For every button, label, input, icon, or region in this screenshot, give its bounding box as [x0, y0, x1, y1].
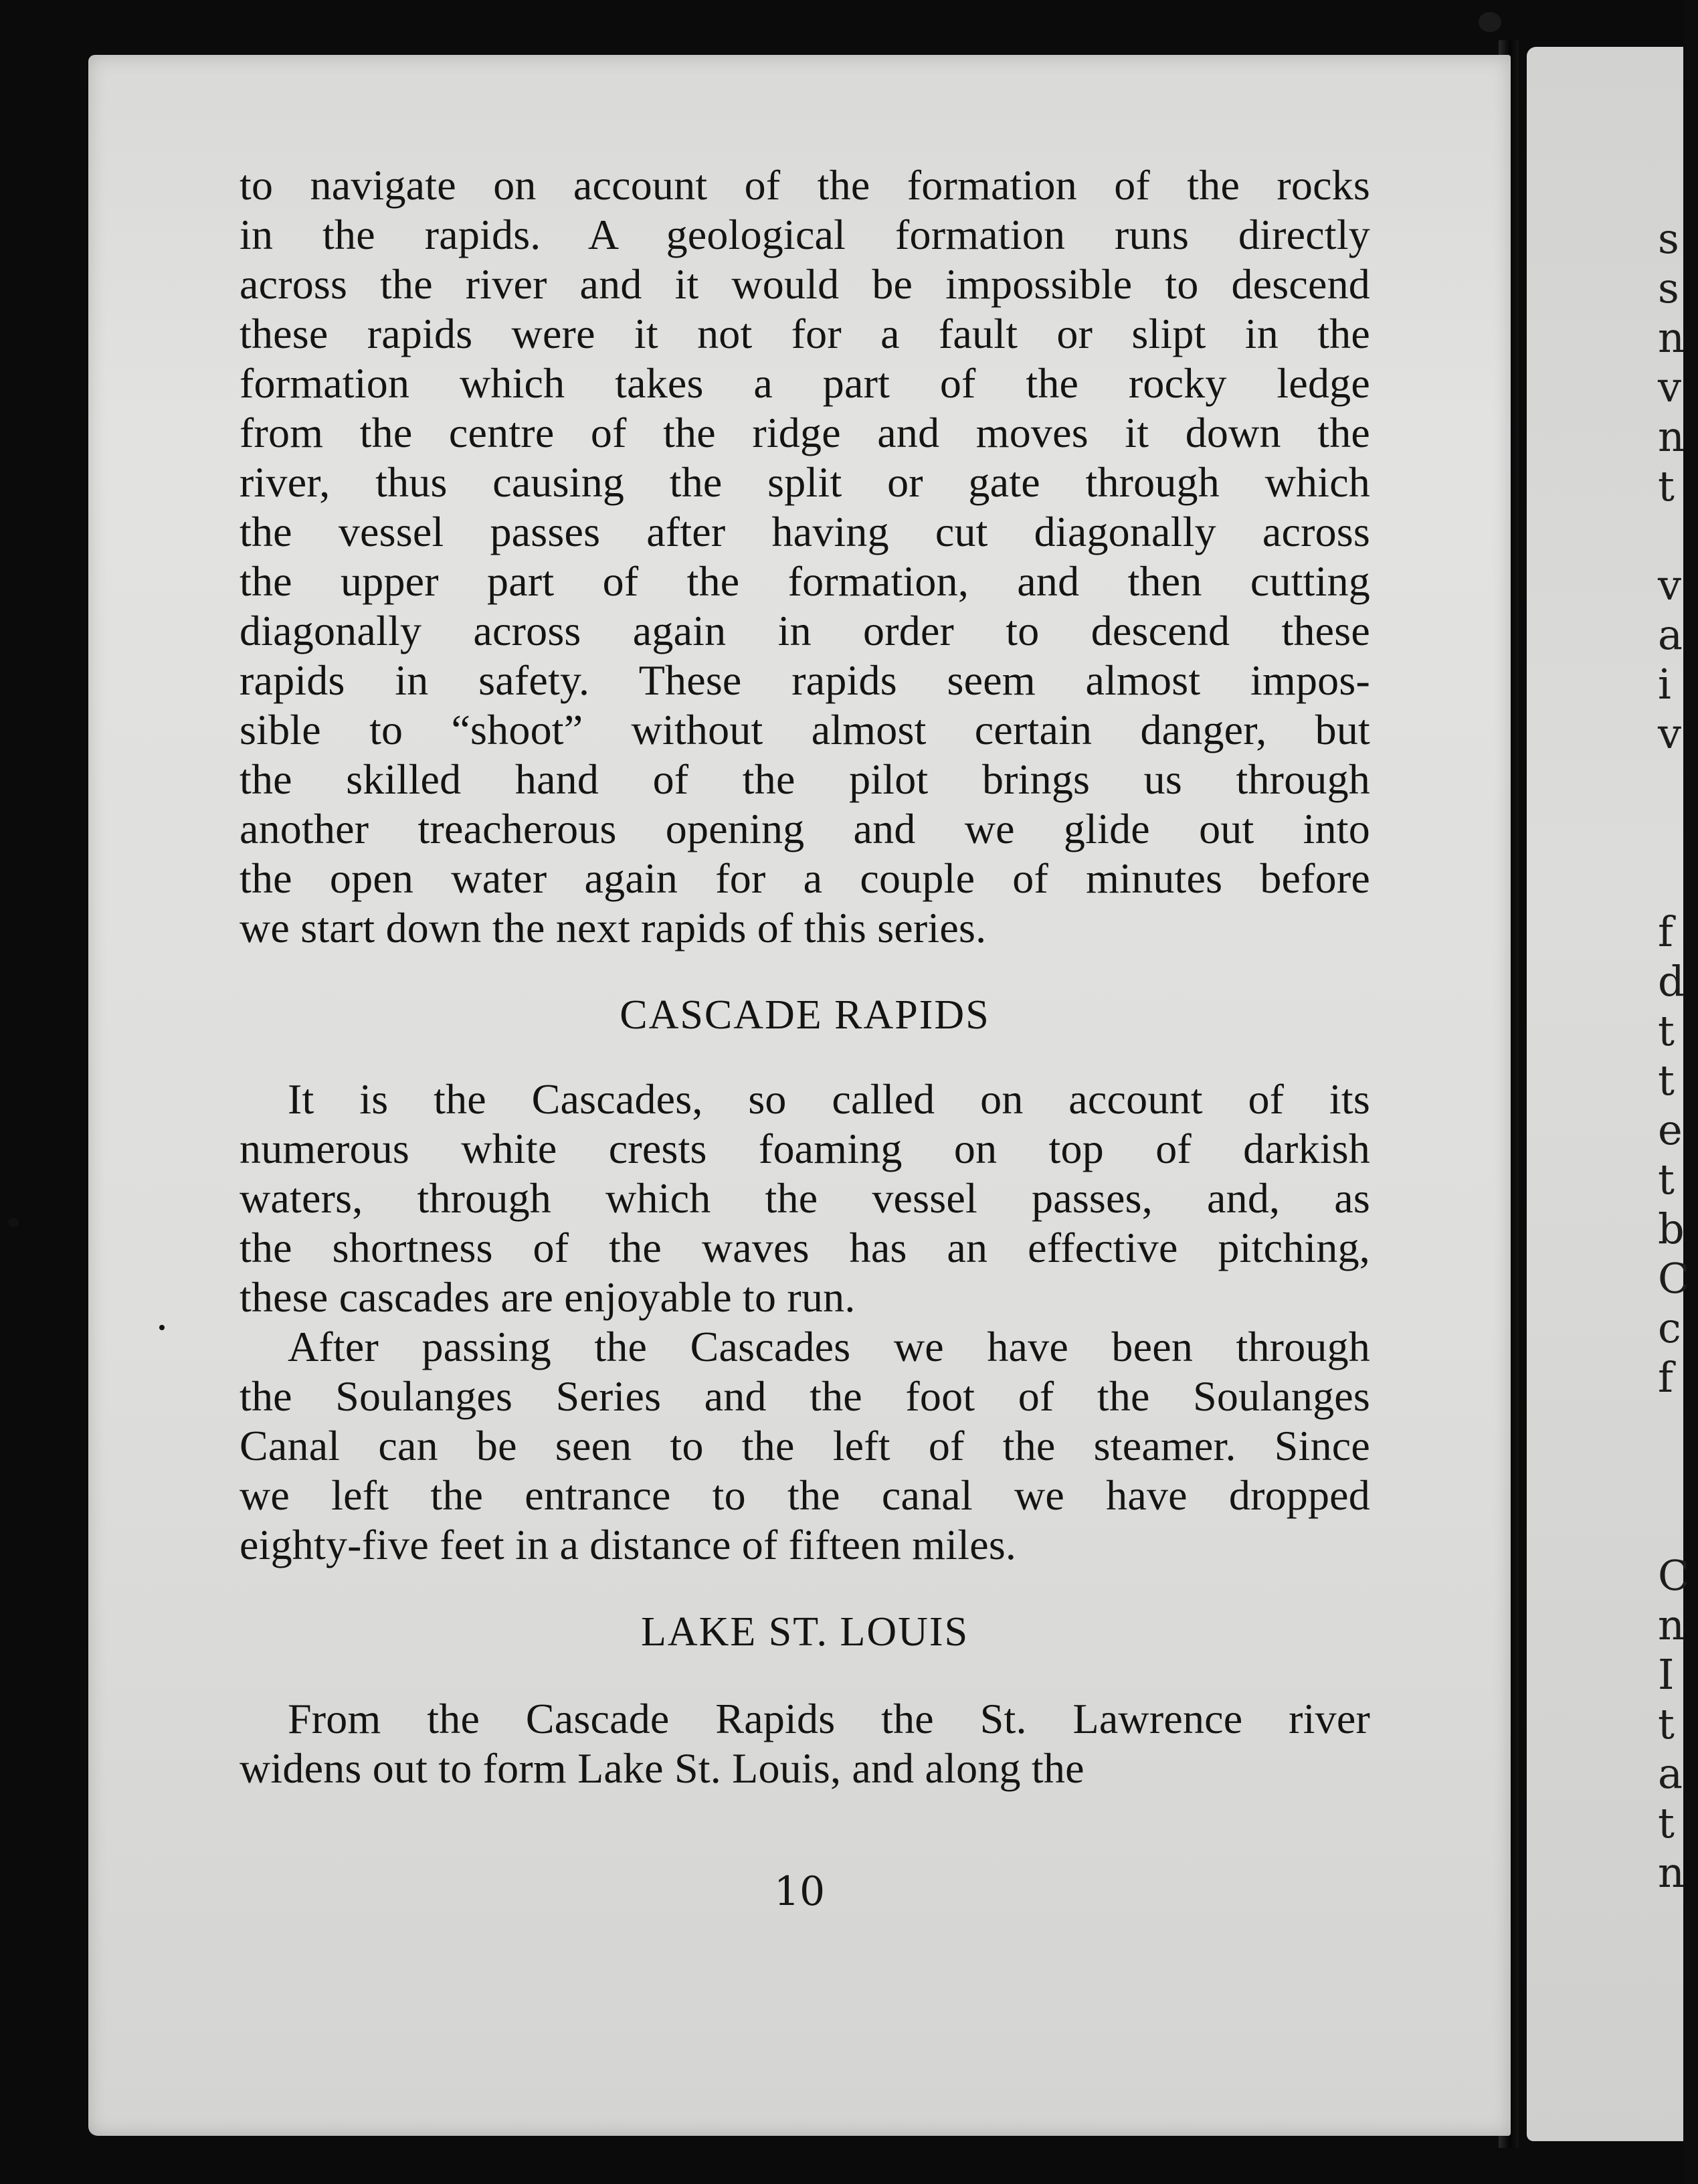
opening-paragraph [240, 161, 1370, 953]
facing-letter: s [1658, 214, 1679, 263]
text-line: across the river and it would be impossible to descend [240, 260, 1370, 308]
text-line: After passing the Cascades we have been through [288, 1323, 1370, 1370]
facing-letter: t [1658, 1006, 1675, 1055]
facing-letter: v [1658, 561, 1682, 610]
film-speck [159, 1325, 165, 1330]
facing-letter [1658, 1502, 1698, 1551]
text-line: the skilled hand of the pilot brings us through [240, 755, 1370, 803]
text-line: numerous white crests foaming on top of darkish [240, 1125, 1370, 1172]
text-line: sible to “shoot” without almost certain danger, but [240, 706, 1370, 753]
facing-letter: a [1658, 1749, 1683, 1798]
text-line: eighty-five feet in a distance of fifteen miles. [240, 1521, 1017, 1568]
text-line: Canal can be seen to the left of the steamer. Since [240, 1422, 1370, 1469]
text-line: the shortness of the waves has an effective pitching, [240, 1224, 1370, 1271]
text-line: the Soulanges Series and the foot of the Soulanges [240, 1372, 1370, 1420]
facing-letter: n [1658, 1848, 1685, 1897]
facing-page-letters [1658, 214, 1698, 1898]
text-line: the upper part of the formation, and then cutting [240, 557, 1370, 605]
text-line: rapids in safety. These rapids seem almost impos- [240, 656, 1370, 704]
facing-letter [1658, 808, 1698, 858]
text-line: we start down the next rapids of this series. [240, 904, 987, 951]
facing-letter: f [1658, 1353, 1673, 1402]
facing-letter: t [1658, 462, 1675, 511]
facing-letter: f [1658, 907, 1673, 956]
page-text [240, 161, 1370, 1793]
facing-letter: t [1658, 1700, 1675, 1748]
heading-lake-st-louis: LAKE ST. LOUIS [640, 1609, 969, 1655]
facing-letter [1658, 858, 1698, 907]
facing-letter: d [1658, 957, 1685, 1006]
facing-letter: v [1658, 709, 1682, 758]
text-line: formation which takes a part of the rocky ledge [240, 359, 1370, 407]
facing-letter: n [1658, 1601, 1685, 1649]
facing-page-edge [1527, 47, 1690, 2141]
heading-cascade-rapids: CASCADE RAPIDS [620, 992, 990, 1038]
text-line: It is the Cascades, so called on account of its [288, 1075, 1370, 1123]
text-line: diagonally across again in order to descend these [240, 607, 1370, 654]
text-line: we left the entrance to the canal we have dropped [240, 1471, 1370, 1519]
cascade-paragraph-2 [240, 1322, 1370, 1570]
facing-letter: i [1658, 660, 1671, 709]
facing-letter [1658, 1402, 1698, 1452]
cascade-paragraph-1 [240, 1075, 1370, 1322]
text-line: these cascades are enjoyable to run. [240, 1273, 856, 1321]
facing-letter [1658, 511, 1698, 561]
facing-letter: b [1658, 1204, 1685, 1253]
text-line: From the Cascade Rapids the St. Lawrence river [288, 1695, 1370, 1742]
text-line: these rapids were it not for a fault or slipt in the [240, 310, 1370, 357]
facing-letter: C [1658, 1254, 1690, 1303]
text-line: to navigate on account of the formation of the rocks [240, 161, 1370, 209]
text-line: river, thus causing the split or gate through which [240, 458, 1370, 506]
facing-letter: c [1658, 1303, 1681, 1352]
facing-letter: C [1658, 1551, 1690, 1600]
facing-letter: t [1658, 1155, 1675, 1204]
facing-letter: n [1658, 412, 1685, 461]
facing-letter: t [1658, 1056, 1675, 1105]
text-line: from the centre of the ridge and moves it down the [240, 409, 1370, 456]
text-line: another treacherous opening and we glide out into [240, 805, 1370, 852]
facing-letter: s [1658, 264, 1679, 312]
facing-letter: t [1658, 1799, 1675, 1847]
page-number: 10 [773, 1868, 826, 1915]
facing-letter: n [1658, 313, 1685, 362]
facing-letter [1658, 1452, 1698, 1502]
text-line: the open water again for a couple of minutes before [240, 854, 1370, 902]
text-line: waters, through which the vessel passes, and, as [240, 1174, 1370, 1222]
facing-letter: e [1658, 1105, 1683, 1154]
facing-letter: a [1658, 610, 1683, 659]
text-line: the vessel passes after having cut diagonally across [240, 508, 1370, 555]
text-line: in the rapids. A geological formation runs directly [240, 211, 1370, 258]
lake-paragraph-1 [240, 1694, 1370, 1793]
facing-letter: I [1658, 1650, 1675, 1699]
facing-letter: v [1658, 363, 1682, 412]
film-speck [1479, 12, 1501, 32]
text-line: widens out to form Lake St. Louis, and along the [240, 1744, 1084, 1792]
film-speck [8, 1218, 19, 1227]
facing-letter [1658, 759, 1698, 808]
